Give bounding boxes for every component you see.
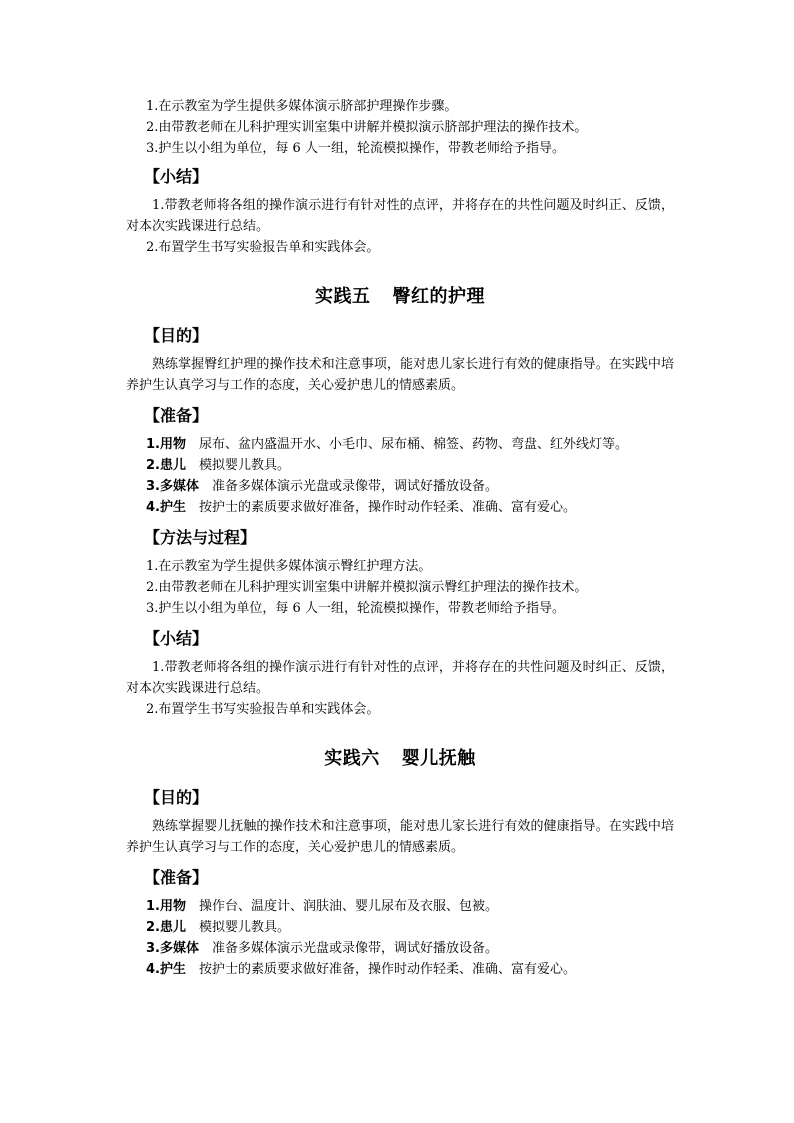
prep-item [126,497,674,518]
practice-title [126,746,674,772]
prep-label: 4.护生 [146,962,186,977]
summary-item: 2.布置学生书写实验报告单和实践体会。 [146,702,380,717]
prep-text: 模拟婴儿教具。 [199,458,291,473]
summary-item: 2.布置学生书写实验报告单和实践体会。 [146,240,380,255]
prep-item [126,917,674,938]
method-heading: 【方法与过程】 [144,528,257,547]
prep-label: 2.患儿 [146,458,186,473]
prep-label: 3.多媒体 [146,941,199,956]
practice-title [126,284,674,310]
purpose-text: 熟练掌握臀红护理的操作技术和注意事项，能对患儿家长进行有效的健康指导。在实践中培养护生认真学习与工作的态度，关心爱护患儿的情感素质。 [126,357,674,393]
page-content [126,96,674,980]
method-step: 2.由带教老师在儿科护理实训室集中讲解并模拟演示脐部护理法的操作技术。 [146,120,588,135]
purpose-text: 熟练掌握婴儿抚触的操作技术和注意事项，能对患儿家长进行有效的健康指导。在实践中培养护生认真学习与工作的态度，关心爱护患儿的情感素质。 [126,819,674,855]
purpose-heading: 【目的】 [144,326,209,345]
method-step: 3.护生以小组为单位，每 6 人一组，轮流模拟操作，带教老师给予指导。 [146,601,565,616]
practice-name: 臀红的护理 [392,286,485,307]
prep-label: 1.用物 [146,899,186,914]
summary-heading: 【小结】 [144,167,209,186]
practice-number: 实践六 [324,748,380,769]
prep-heading: 【准备】 [144,868,209,887]
section-practice-5 [126,284,674,720]
prep-label: 3.多媒体 [146,479,199,494]
prep-label: 1.用物 [146,437,186,452]
prep-text: 按护士的素质要求做好准备，操作时动作轻柔、准确、富有爱心。 [199,500,577,515]
prep-text: 按护士的素质要求做好准备，操作时动作轻柔、准确、富有爱心。 [199,962,577,977]
prep-heading: 【准备】 [144,406,209,425]
practice-name: 婴儿抚触 [401,748,476,769]
summary-item: 1.带教老师将各组的操作演示进行有针对性的点评，并将存在的共性问题及时纠正、反馈，对本次实践课进行总结。 [126,198,674,234]
prep-item [126,476,674,497]
prep-item [126,896,674,917]
prep-item [126,938,674,959]
section-umbilical-care-continued [126,96,674,258]
method-step: 2.由带教老师在儿科护理实训室集中讲解并模拟演示臀红护理法的操作技术。 [146,580,588,595]
prep-text: 模拟婴儿教具。 [199,920,291,935]
practice-number: 实践五 [315,286,371,307]
prep-text: 准备多媒体演示光盘或录像带，调试好播放设备。 [212,941,499,956]
summary-item: 1.带教老师将各组的操作演示进行有针对性的点评，并将存在的共性问题及时纠正、反馈，对本次实践课进行总结。 [126,660,674,696]
prep-text: 尿布、盆内盛温开水、小毛巾、尿布桶、棉签、药物、弯盘、红外线灯等。 [199,437,629,452]
method-step: 1.在示教室为学生提供多媒体演示脐部护理操作步骤。 [146,99,458,114]
prep-label: 4.护生 [146,500,186,515]
prep-text: 操作台、温度计、润肤油、婴儿尿布及衣服、包被。 [199,899,499,914]
prep-item [126,434,674,455]
purpose-heading: 【目的】 [144,788,209,807]
summary-heading: 【小结】 [144,629,209,648]
method-step: 3.护生以小组为单位，每 6 人一组，轮流模拟操作，带教老师给予指导。 [146,141,565,156]
prep-item [126,959,674,980]
section-practice-6 [126,746,674,980]
prep-item [126,455,674,476]
prep-label: 2.患儿 [146,920,186,935]
method-step: 1.在示教室为学生提供多媒体演示臀红护理方法。 [146,559,432,574]
prep-text: 准备多媒体演示光盘或录像带，调试好播放设备。 [212,479,499,494]
